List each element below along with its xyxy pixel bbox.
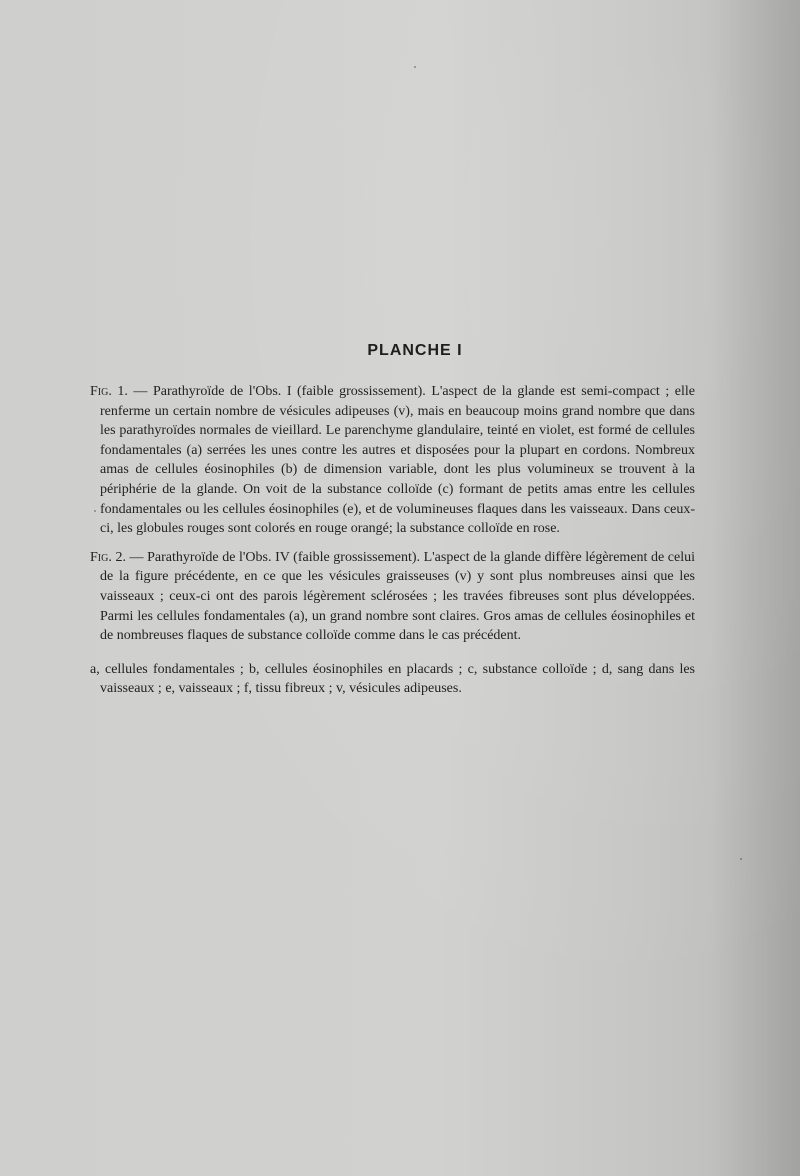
plate-caption — [90, 382, 695, 708]
paper-speck — [740, 858, 742, 860]
figure-1-label: Fig. — [90, 384, 112, 399]
legend: a, cellules fondamentales ; b, cellules éosinophiles en placards ; c, substance colloïde ; d, sang dans les vaisseaux ; e, vaisseaux ; f, tissu fibreux ; v, vésicules adipeuses. — [90, 661, 695, 697]
figure-1-caption — [90, 382, 695, 539]
plate-title: PLANCHE I — [367, 342, 463, 359]
figure-2-text: 2. — Parathyroïde de l'Obs. IV (faible grossissement). L'aspect de la glande diffère légèrement de celui de la figure précédente, en ce que les vésicules graisseuses (v) y sont plus nombreuses ainsi que les vaisseaux ; ceux-ci ont des parois légèrement sclérosées ; les travées fibreuses sont plus développées. Parmi les cellules fondamentales (a), un grand nombre sont claires. Gros amas de cellules éosinophiles et de nombreuses flaques de substance colloïde comme dans le cas précédent. — [100, 549, 696, 644]
figure-2-label: Fig. — [90, 549, 112, 565]
figure-2-caption — [90, 548, 695, 646]
figure-1-text: 1. — Parathyroïde de l'Obs. I (faible grossissement). L'aspect de la glande est semi-compact ; elle renferme un certain nombre de vésicules adipeuses (v), mais en beaucoup moins grand nombre que dans les parathyroïdes normales de vieillard. Le parenchyme glandulaire, teinté en violet, est formé de cellules fondamentales (a) serrées les unes contre les autres et disposées pour la plupart en cordons. Nombreux amas de cellules éosinophiles (b) de dimension variable, dont les plus volumineux se trouvent à la périphérie de la glande. On voit de la substance colloïde (c) formant de petits amas entre les cellules fondamentales ou les cellules éosinophiles (e), et de volumineuses flaques dans les vaisseaux. Dans ceux-ci, les globules rouges sont colorés en rouge orangé; la substance colloïde en rose. — [100, 384, 696, 537]
paper-speck — [414, 66, 416, 68]
page-edge-shadow — [710, 0, 800, 1176]
